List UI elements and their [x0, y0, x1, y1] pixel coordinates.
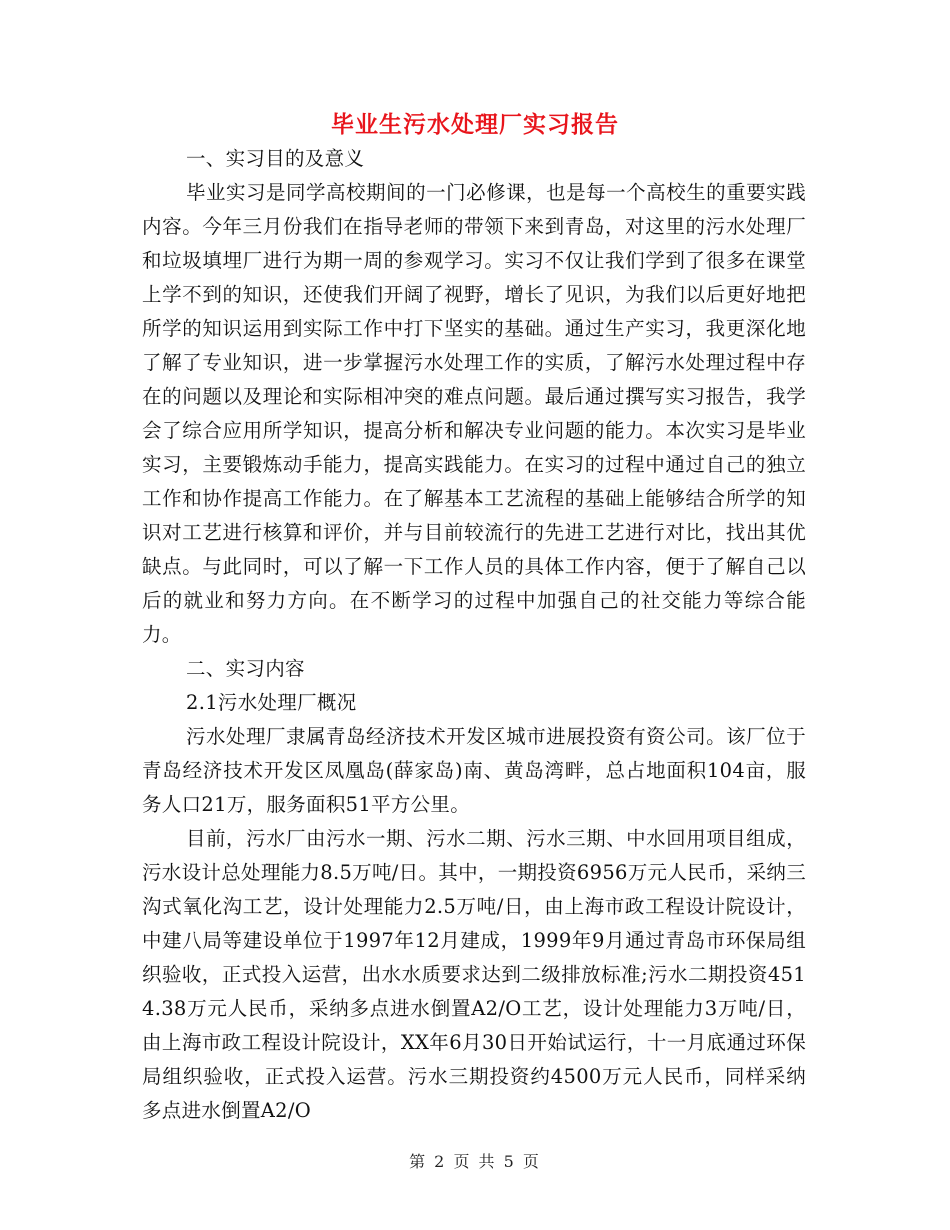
heading-section-1: 一、实习目的及意义: [186, 147, 365, 170]
paragraph-purpose: 毕业实习是同学高校期间的一门必修课，也是每一个高校生的重要实践内容。今年三月份我们在指导老师的带领下来到青岛，对这里的污水处理厂和垃圾填埋厂进行为期一周的参观学习。实习不仅让我们学到了很多在课堂上学不到的知识，还使我们开阔了视野，增长了见识，为我们以后更好地把所学的知识运用到实际工作中打下坚实的基础。通过生产实习，我更深化地了解了专业知识，进一步掌握污水处理工作的实质，了解污水处理过程中存在的问题以及理论和实际相冲突的难点问题。最后通过撰写实习报告，我学会了综合应用所学知识，提高分析和解决专业问题的能力。本次实习是毕业实习，主要锻炼动手能力，提高实践能力。在实习的过程中通过自己的独立工作和协作提高工作能力。在了解基本工艺流程的基础上能够结合所学的知识对工艺进行核算和评价，并与目前较流行的先进工艺进行对比，找出其优缺点。与此同时，可以了解一下工作人员的具体工作内容，便于了解自己以后的就业和努力方向。在不断学习的过程中加强自己的社交能力等综合能力。: [142, 181, 806, 646]
heading-section-2: 二、实习内容: [186, 657, 305, 680]
paragraph-plant-phases: 目前，污水厂由污水一期、污水二期、污水三期、中水回用项目组成，污水设计总处理能力8.5万吨/日。其中，一期投资6956万元人民币，采纳三沟式氧化沟工艺，设计处理能力2.5万吨/日，由上海市政工程设计院设计，中建八局等建设单位于1997年12月建成，1999年9月通过青岛市环保局组织验收，正式投入运营，出水水质要求达到二级排放标准;污水二期投资4514.38万元人民币，采纳多点进水倒置A2/O工艺，设计处理能力3万吨/日，由上海市政工程设计院设计，XX年6月30日开始试运行，十一月底通过环保局组织验收，正式投入运营。污水三期投资约4500万元人民币，同样采纳多点进水倒置A2/O: [142, 827, 806, 1122]
heading-subsection-2-1: 2.1污水处理厂概况: [186, 691, 357, 714]
page-footer: 第 2 页 共 5 页: [409, 1152, 541, 1171]
document-body: [142, 142, 806, 1128]
paragraph-plant-overview: 污水处理厂隶属青岛经济技术开发区城市进展投资有资公司。该厂位于青岛经济技术开发区凤凰岛(薛家岛)南、黄岛湾畔，总占地面积104亩，服务人口21万，服务面积51平方公里。: [142, 725, 806, 816]
page-title: 毕业生污水处理厂实习报告: [331, 111, 619, 138]
